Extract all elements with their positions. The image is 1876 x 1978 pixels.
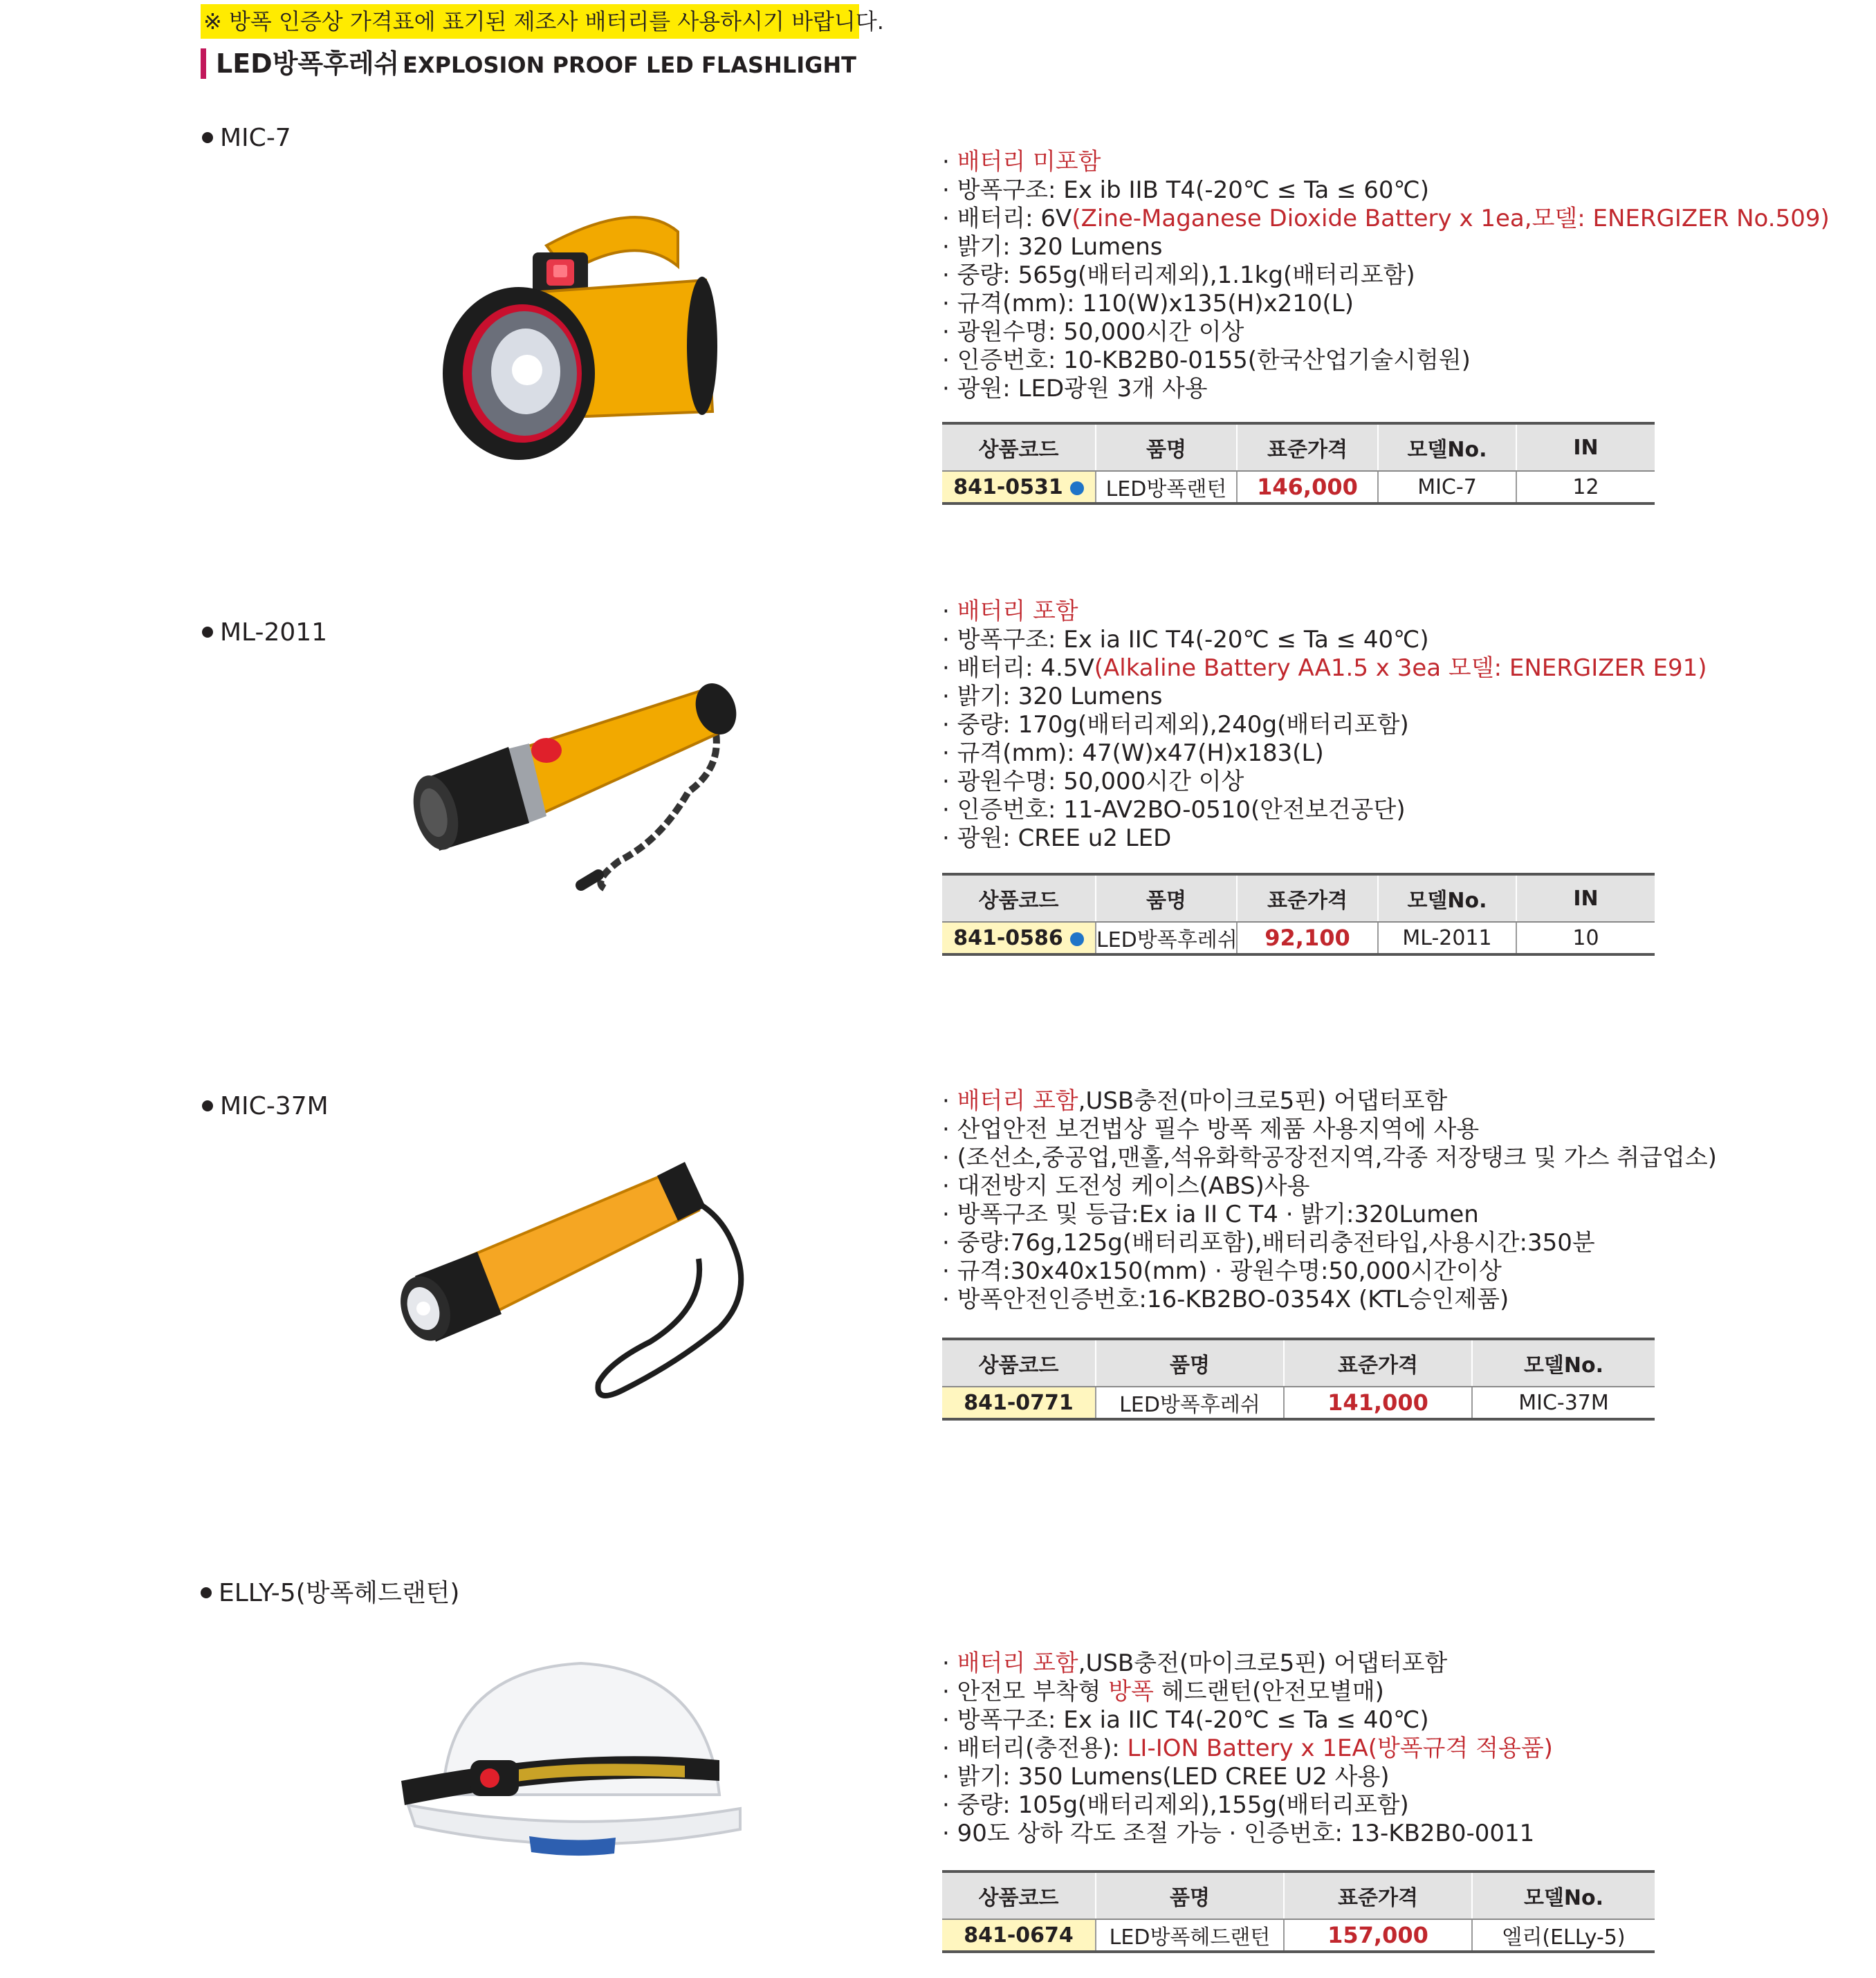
spec-line: · 규격(mm): 47(W)x47(H)x183(L) [942,739,1324,767]
spec-list [942,148,1830,403]
spec-list [942,1649,1553,1848]
table-row [942,1919,1655,1952]
header-code: 상품코드 [942,874,1096,922]
spec-list [942,1087,1717,1314]
spec-line: · 배터리: 6V(Zine-Maganese Dioxide Battery x 1ea,모델: ENERGIZER No.509) [942,205,1830,232]
cell-name: LED방폭후레쉬 [1096,922,1237,954]
header-name: 품명 [1096,1871,1284,1919]
cell-code: 841-0771 [942,1387,1096,1419]
cell-code: 841-0531 [942,471,1096,503]
spec-line: · 규격(mm): 110(W)x135(H)x210(L) [942,290,1354,317]
cell-name: LED방폭랜턴 [1096,471,1237,503]
cell-name: LED방폭헤드랜턴 [1096,1919,1284,1952]
table-header-row [942,1339,1655,1387]
header-model: 모델No. [1472,1871,1655,1919]
bullet-dot-icon [202,1100,213,1111]
cell-price: 146,000 [1237,471,1378,503]
cell-in: 12 [1516,471,1655,503]
table-row [942,1387,1655,1419]
header-code: 상품코드 [942,1871,1096,1919]
price-table [942,873,1655,956]
product-title: ELLY-5(방폭헤드랜턴) [201,1578,459,1609]
spec-line: · 광원수명: 50,000시간 이상 [942,318,1244,346]
product-title: MIC-37M [202,1091,329,1122]
cell-price: 141,000 [1284,1387,1472,1419]
spec-line: · 배터리 포함,USB충전(마이크로5핀) 어댑터포함 [942,1087,1448,1115]
table-header-row [942,423,1655,471]
bullet-dot-icon [201,1587,212,1598]
cell-price: 92,100 [1237,922,1378,954]
spec-list [942,598,1707,853]
flashlight-image [412,674,744,923]
table-row [942,922,1655,954]
spec-line: · 규격:30x40x150(mm) · 광원수명:50,000시간이상 [942,1257,1502,1285]
header-model: 모델No. [1472,1339,1655,1387]
spec-line: · 배터리 포함 [942,598,1078,625]
cell-model: 엘리(ELLy-5) [1472,1919,1655,1952]
spec-line: · 대전방지 도전성 케이스(ABS)사용 [942,1172,1310,1200]
header-name: 품명 [1096,423,1237,471]
header-code: 상품코드 [942,1339,1096,1387]
spec-line: · 밝기: 320 Lumens [942,233,1163,261]
price-table [942,422,1655,505]
blue-dot-icon [1070,481,1084,495]
lantern-image [429,190,719,481]
cell-price: 157,000 [1284,1919,1472,1952]
heading-title-ko: LED방폭후레쉬 [216,48,400,79]
bullet-dot-icon [202,627,213,638]
spec-line: · 배터리(충전용): LI-ION Battery x 1EA(방폭규격 적용품) [942,1735,1553,1762]
helmet-headlamp-image [394,1656,754,1878]
spec-line: · 방폭구조 및 등급:Ex ia II C T4 · 밝기:320Lumen [942,1201,1479,1228]
spec-line: · 인증번호: 10-KB2B0-0155(한국산업기술시험원) [942,346,1471,374]
header-model: 모델No. [1378,874,1516,922]
header-price: 표준가격 [1237,874,1378,922]
spec-line: · (조선소,중공업,맨홀,석유화학공장전지역,각종 저장탱크 및 가스 취급업소) [942,1144,1717,1172]
spec-line: · 방폭안전인증번호:16-KB2BO-0354X (KTL승인제품) [942,1286,1509,1313]
header-in: IN [1516,423,1655,471]
header-name: 품명 [1096,1339,1284,1387]
spec-line: · 밝기: 350 Lumens(LED CREE U2 사용) [942,1763,1390,1791]
notice-banner: ※ 방폭 인증상 가격표에 표기된 제조사 배터리를 사용하시기 바랍니다. [201,4,859,39]
cell-code: 841-0674 [942,1919,1096,1952]
spec-line: · 중량: 170g(배터리제외),240g(배터리포함) [942,711,1409,739]
flashlight-image [387,1155,761,1418]
spec-line: · 방폭구조: Ex ia IIC T4(-20℃ ≤ Ta ≤ 40℃) [942,626,1429,654]
blue-dot-icon [1070,932,1084,946]
spec-line: · 배터리 미포함 [942,148,1101,176]
price-table [942,1338,1655,1421]
bullet-dot-icon [202,132,213,143]
table-header-row [942,874,1655,922]
header-price: 표준가격 [1284,1871,1472,1919]
heading-title-en: EXPLOSION PROOF LED FLASHLIGHT [403,52,856,78]
product-title: ML-2011 [202,618,327,648]
heading-accent-bar [201,48,206,79]
spec-line: · 방폭구조: Ex ia IIC T4(-20℃ ≤ Ta ≤ 40℃) [942,1706,1429,1734]
spec-line: · 배터리 포함,USB충전(마이크로5핀) 어댑터포함 [942,1649,1448,1677]
price-table [942,1870,1655,1953]
spec-line: · 산업안전 보건법상 필수 방폭 제품 사용지역에 사용 [942,1116,1480,1143]
cell-name: LED방폭후레쉬 [1096,1387,1284,1419]
spec-line: · 중량:76g,125g(배터리포함),배터리충전타입,사용시간:350분 [942,1229,1595,1257]
spec-line: · 광원: CREE u2 LED [942,824,1172,852]
cell-code: 841-0586 [942,922,1096,954]
spec-line: · 90도 상하 각도 조절 가능 · 인증번호: 13-KB2B0-0011 [942,1820,1535,1847]
spec-line: · 안전모 부착형 방폭 헤드랜턴(안전모별매) [942,1678,1384,1706]
header-model: 모델No. [1378,423,1516,471]
spec-line: · 중량: 105g(배터리제외),155g(배터리포함) [942,1791,1409,1819]
spec-line: · 배터리: 4.5V(Alkaline Battery AA1.5 x 3ea 모델: ENERGIZER E91) [942,654,1707,682]
header-code: 상품코드 [942,423,1096,471]
spec-line: · 중량: 565g(배터리제외),1.1kg(배터리포함) [942,261,1415,289]
spec-line: · 방폭구조: Ex ib IIB T4(-20℃ ≤ Ta ≤ 60℃) [942,176,1429,204]
cell-model: MIC-7 [1378,471,1516,503]
cell-in: 10 [1516,922,1655,954]
spec-line: · 광원수명: 50,000시간 이상 [942,768,1244,795]
table-header-row [942,1871,1655,1919]
header-price: 표준가격 [1237,423,1378,471]
cell-model: MIC-37M [1472,1387,1655,1419]
cell-model: ML-2011 [1378,922,1516,954]
product-title: MIC-7 [202,123,291,154]
header-price: 표준가격 [1284,1339,1472,1387]
header-name: 품명 [1096,874,1237,922]
table-row [942,471,1655,503]
spec-line: · 인증번호: 11-AV2BO-0510(안전보건공단) [942,796,1406,824]
header-in: IN [1516,874,1655,922]
spec-line: · 밝기: 320 Lumens [942,683,1163,710]
spec-line: · 광원: LED광원 3개 사용 [942,375,1208,403]
